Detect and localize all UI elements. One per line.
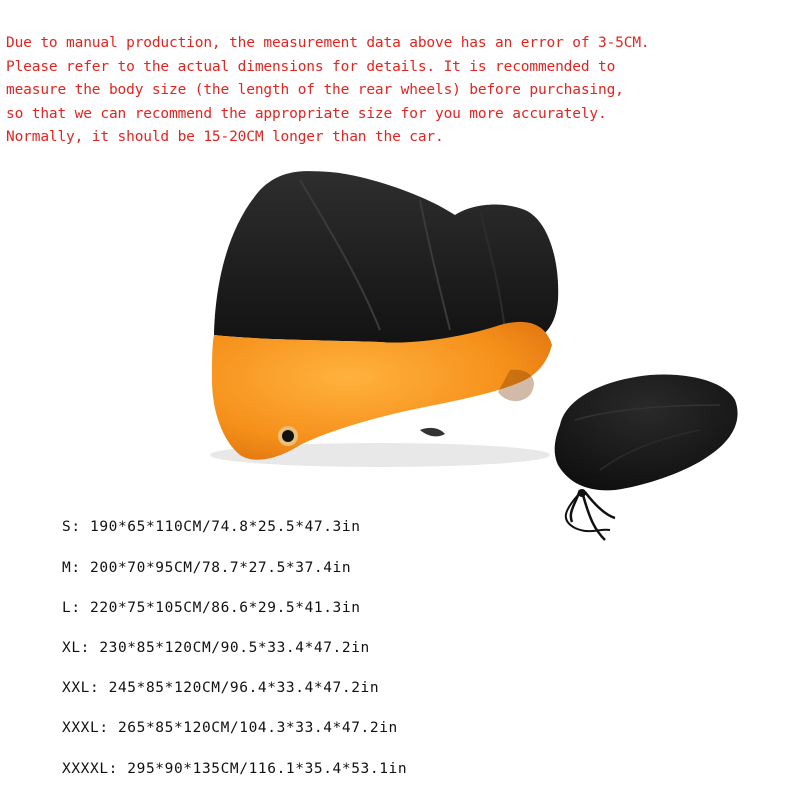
size-row-s: S: 190*65*110CM/74.8*25.5*47.3in <box>62 519 361 535</box>
notice-line: Please refer to the actual dimensions for details. It is recommended to <box>6 58 616 75</box>
notice-line: so that we can recommend the appropriate size for you more accurately. <box>6 105 607 122</box>
size-row-xl: XL: 230*85*120CM/90.5*33.4*47.2in <box>62 640 370 656</box>
size-row-l: L: 220*75*105CM/86.6*29.5*41.3in <box>62 600 361 616</box>
storage-bag-image <box>555 374 738 540</box>
product-illustration <box>0 150 800 560</box>
measurement-notice <box>6 32 796 150</box>
motorcycle-cover-image <box>210 171 558 467</box>
notice-line: measure the body size (the length of the rear wheels) before purchasing, <box>6 82 624 98</box>
notice-line: Due to manual production, the measurement data above has an error of 3-5CM. <box>6 35 650 51</box>
size-row-xxxxl: XXXXL: 295*90*135CM/116.1*35.4*53.1in <box>62 761 408 777</box>
notice-line: Normally, it should be 15-20CM longer than the car. <box>6 129 444 145</box>
size-row-xxxl: XXXL: 265*85*120CM/104.3*33.4*47.2in <box>62 720 398 736</box>
size-row-xxl: XXL: 245*85*120CM/96.4*33.4*47.2in <box>62 680 380 696</box>
size-row-m: M: 200*70*95CM/78.7*27.5*37.4in <box>62 560 352 576</box>
